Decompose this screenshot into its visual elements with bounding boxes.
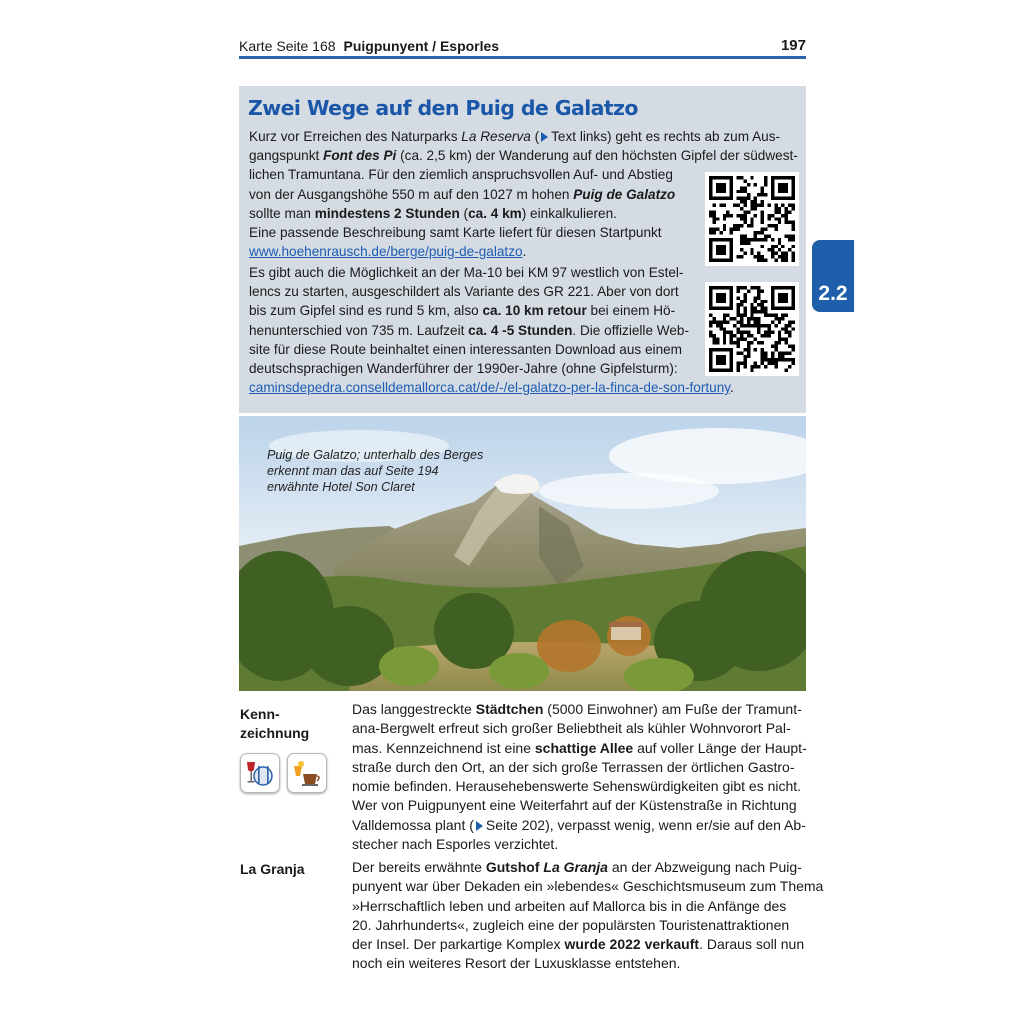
- header-rule: [239, 56, 806, 59]
- arrow-right-icon: [476, 821, 483, 831]
- restaurant-icon: [240, 753, 280, 793]
- running-header: [239, 36, 806, 58]
- hoehenrausch-link[interactable]: www.hoehenrausch.de/berge/puig-de-galatzo: [249, 244, 523, 260]
- map-reference: Karte Seite 168: [239, 38, 336, 54]
- qr-code-icon[interactable]: [705, 172, 799, 266]
- side-label-kennzeichnung: Kenn- zeichnung: [240, 706, 310, 741]
- page-number: 197: [780, 37, 806, 54]
- info-box: [239, 86, 806, 413]
- arrow-right-icon: [541, 132, 548, 142]
- cafe-icon: [287, 753, 327, 793]
- info-paragraph-2: Es gibt auch die Möglichkeit an der Ma-10 bei KM 97 westlich von Estel- lencs zu starten, ausgeschildert als Variante des GR 221. Aber von dort bis zum Gipfel sind es rund 5 km, also ca. 10 km retour bei einem Hö- henunterschied von 735 m. Laufzeit ca. 4 -5 Stunden. Die offizielle Web- site für diese Route beinhaltet einen interessanten Download aus einem deutschsprachigen Wanderführer der 1990er-Jahre (ohne Gipfelsturm): caminsdepedra.conselldemallorca.cat/de/-/el-galatzo-per-la-finca-de-son-fortuny.: [249, 265, 734, 396]
- photo-caption: Puig de Galatzo; unterhalb des Berges erkennt man das auf Seite 194 erwähnte Hotel Son Claret: [267, 448, 484, 494]
- chapter-tab[interactable]: 2.2: [812, 240, 854, 312]
- section-title: Puigpunyent / Esporles: [343, 38, 500, 54]
- info-paragraph-1: Kurz vor Erreichen des Naturparks La Reserva ( Text links) geht es rechts ab zum Aus- gangspunkt Font des Pi (ca. 2,5 km) der Wanderung auf den höchsten Gipfel der südwest- lichen Tramuntana. Für den ziemlich anspruchsvollen Auf- und Abstieg von der Ausgangshöhe 550 m auf den 1027 m hohen Puig de Galatzo sollte man mindestens 2 Stunden (ca. 4 km) einkalkulieren. Eine passende Beschreibung samt Karte liefert für diesen Startpunkt www.hoehenrausch.de/berge/puig-de-galatzo.: [249, 129, 798, 260]
- qr-code-icon[interactable]: [705, 282, 799, 376]
- service-icons: [240, 753, 330, 795]
- caminsdepedra-link[interactable]: caminsdepedra.conselldemallorca.cat/de/-/el-galatzo-per-la-finca-de-son-fortuny: [249, 380, 731, 396]
- side-label-la-granja: La Granja: [240, 861, 305, 877]
- paragraph-puigpunyent: Das langgestreckte Städtchen (5000 Einwohner) am Fuße der Tramunt- ana-Bergwelt erfreut sich großer Beliebtheit als kühler Wohnvorort Pal- mas. Kennzeichnend ist eine schattige Allee auf voller Länge der Haupt- straße durch den Ort, an der sich große Terrassen der örtlichen Gastro- nomie befinden. Herausehebenswerte Sehenswürdigkeiten gibt es nicht. Wer von Puigpunyent eine Weiterfahrt auf der Küstenstraße in Richtung Valldemossa plant ( Seite 202), verpasst wenig, wenn er/sie auf den Ab- stecher nach Esporles verzichtet.: [352, 701, 807, 853]
- paragraph-la-granja: Der bereits erwähnte Gutshof La Granja an der Abzweigung nach Puig- punyent war über Dekaden ein »lebendes« Geschichtsmuseum zum Thema »Herrschaftlich leben und arbeiten auf Mallorca bis in die Anfänge des 20. Jahrhunderts«, zugleich eine der populärsten Touristenattraktionen der Insel. Der parkartige Komplex wurde 2022 verkauft. Daraus soll nun noch ein weiteres Resort der Luxusklasse entstehen.: [352, 859, 824, 972]
- info-box-title: Zwei Wege auf den Puig de Galatzo: [248, 96, 638, 120]
